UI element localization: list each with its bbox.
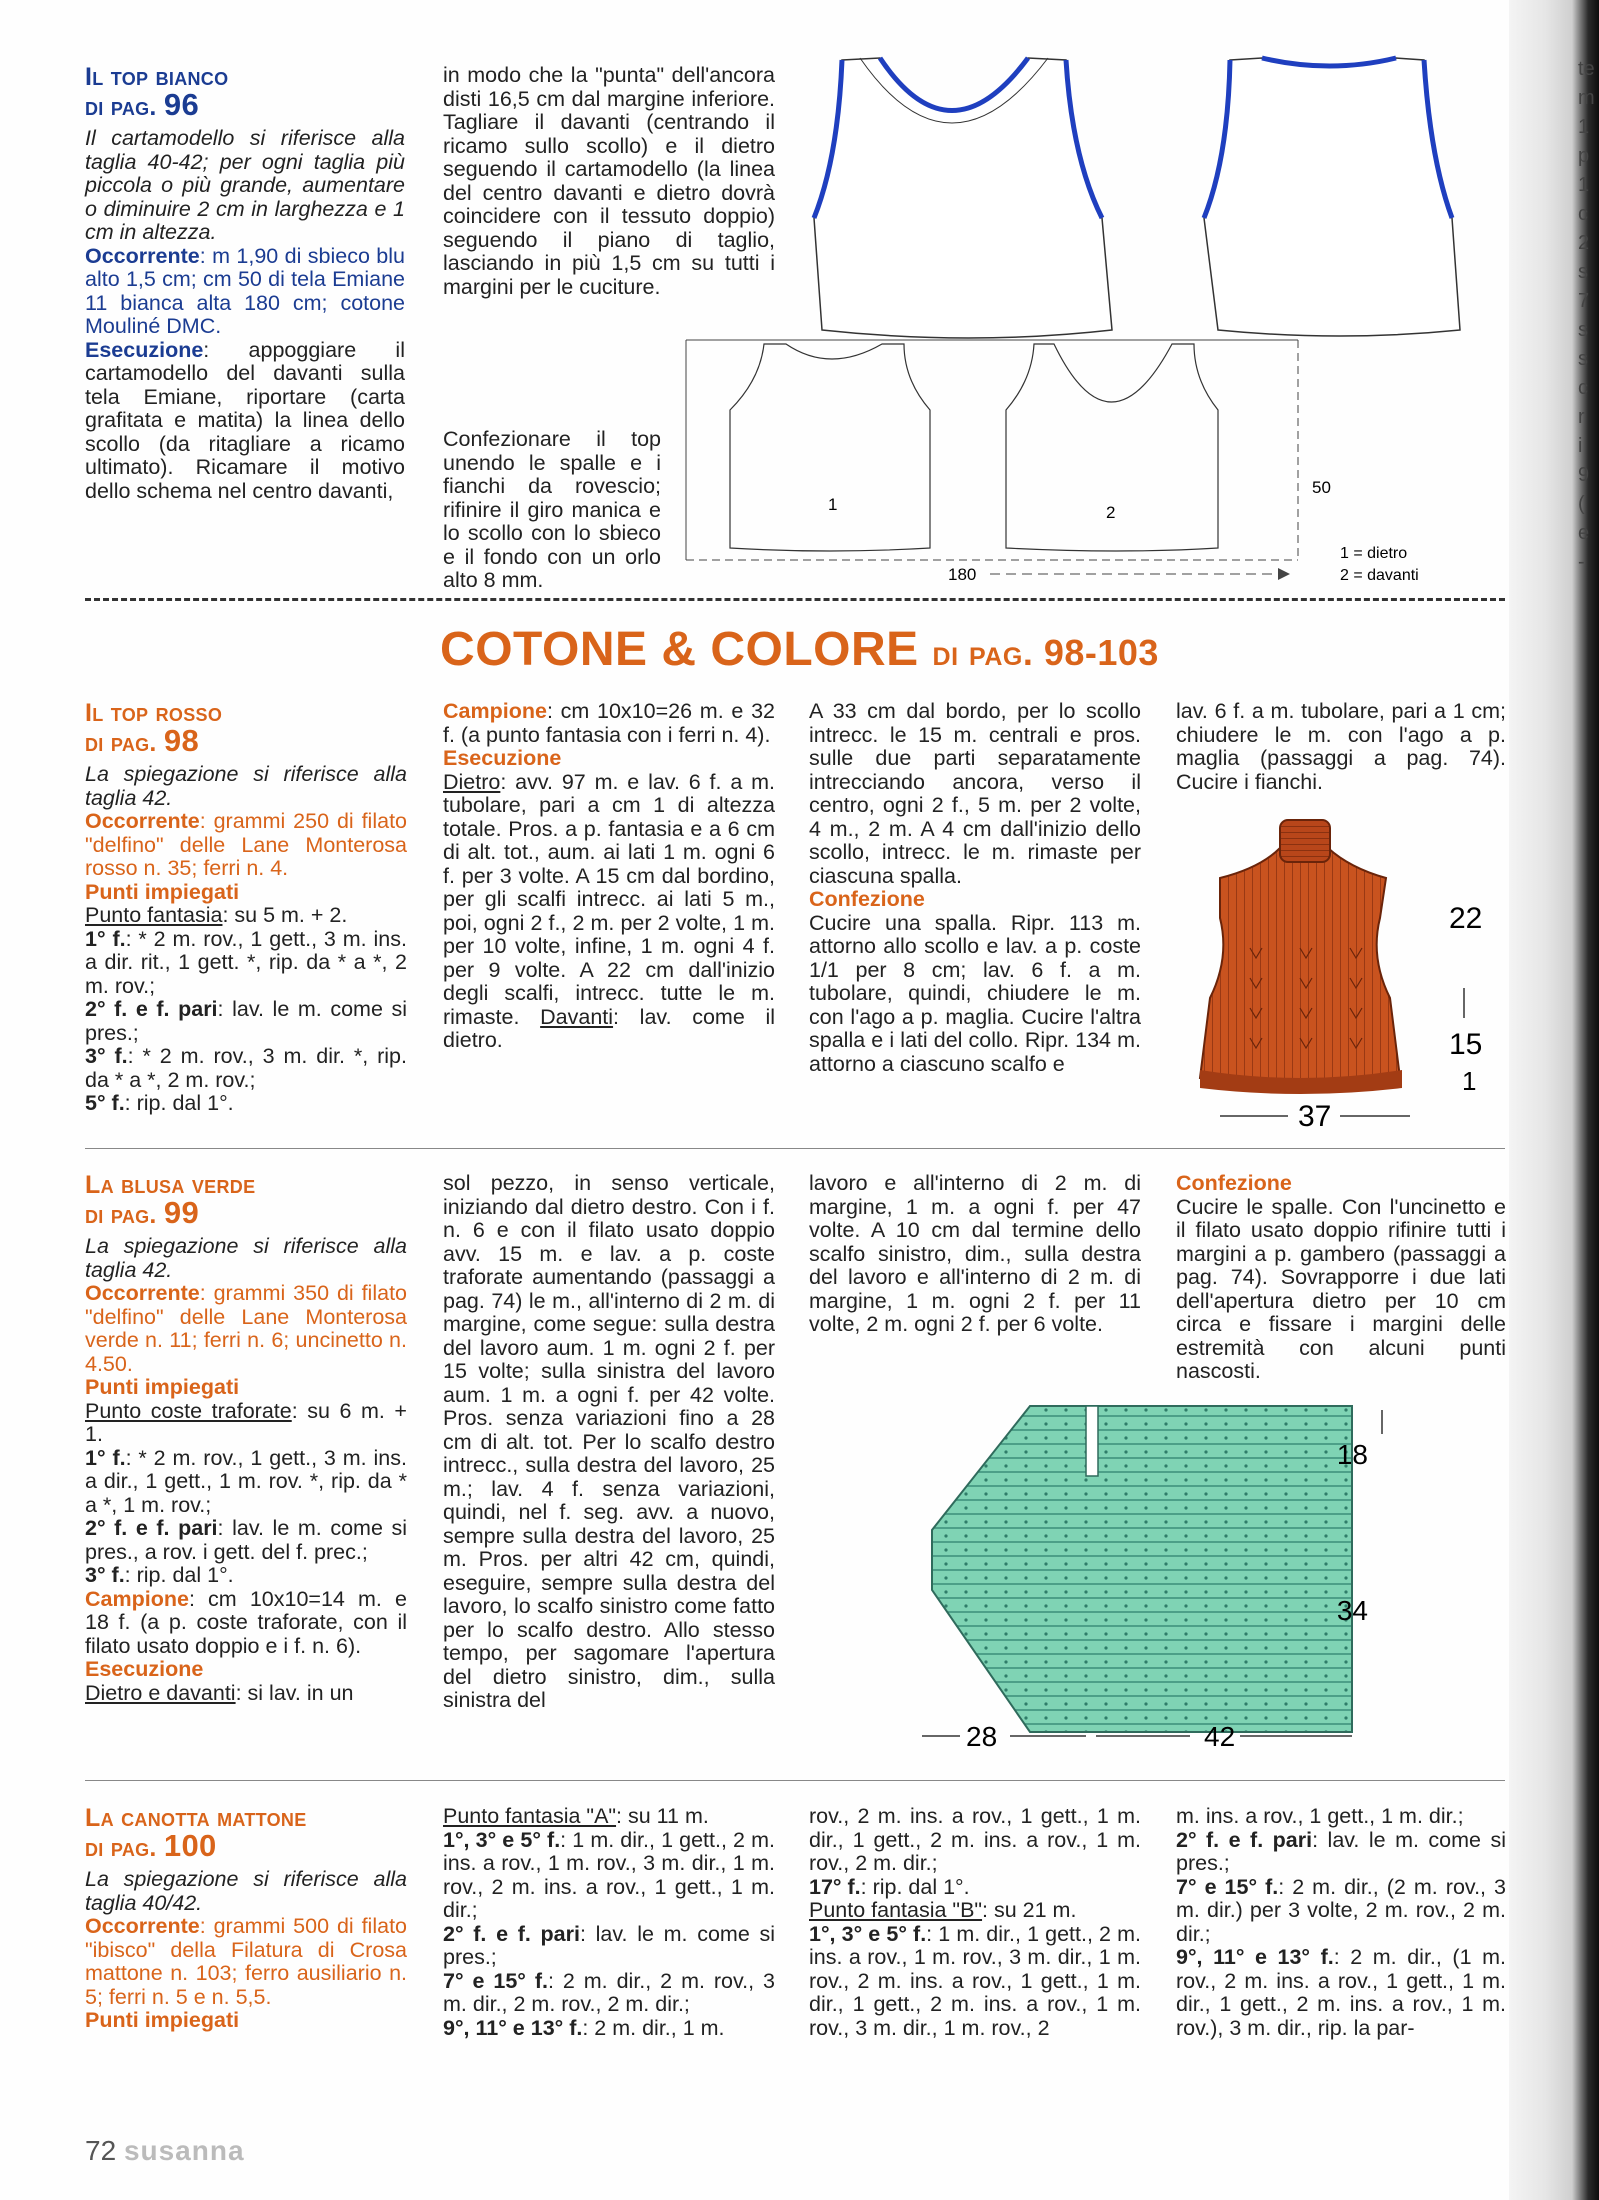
row3-label: 3° f.: [85, 1044, 128, 1068]
esecuzione-end: lavoro e all'interno di 2 m. di margine, 1 m. a ogni f. per 47 volte. A 10 cm dal termine dello scalfo sinistro, dim., sulla destra del lavoro e all'interno di 2 m. di margine, 1 m. ogni 2 f. per 11 volte, 2 m. ogni 2 f. per 6 volte.: [809, 1171, 1141, 1336]
piece-1-label: 1: [828, 495, 838, 514]
punti-label: Punti impiegati: [85, 1375, 240, 1399]
punto-rest: : su 5 m. + 2.: [222, 903, 348, 927]
row2-text: : lav. le m. come si pres., a rov. i gett. del f. prec.;: [85, 1516, 408, 1564]
title-line1: La canotta mattone: [85, 1804, 307, 1832]
occorrente-label: Occorrente: [85, 1281, 200, 1305]
pa-row1-label: 1°, 3° e 5° f.: [443, 1827, 561, 1852]
pa-row17-text: : rip. dal 1°.: [860, 1874, 970, 1899]
measure-34: 34: [1336, 1595, 1368, 1626]
row1-label: 1° f.: [85, 926, 126, 951]
row5-label: 5° f.: [85, 1091, 125, 1115]
row1-text: : * 2 m. rov., 1 gett., 3 m. ins. a dir., 1 gett., 1 m. rov. *, rip. da * a *, 1 m. rov.;: [85, 1445, 407, 1517]
canotta-col1: [85, 1805, 407, 2033]
pa-row9-continued: rov., 2 m. ins. a rov., 1 gett., 1 m. dir., 1 gett., 2 m. ins. a rov., 1 m. rov., 2 m. dir.;: [809, 1804, 1141, 1875]
top-bianco-illustration: [800, 48, 1500, 588]
campione-text: : cm 10x10=26 m. e 32 f. (a punto fantasia con i ferri n. 4).: [443, 699, 775, 747]
title-line2: di pag.: [85, 1201, 157, 1229]
row2-label: 2° f. e f. pari: [85, 1516, 218, 1540]
confezione-text: Cucire una spalla. Ripr. 113 m. attorno allo scollo e lav. a p. coste 1/1 per 8 cm; lav. 6 f. a m. tubolare, quindi, chiudere le m. con l'ago a p. maglia. Cucire l'altra spalla e i lati del collo. Ripr. 134 m. attorno a ciascuno scalfo e: [809, 910, 1141, 1076]
punto-a-rest: : su 11 m.: [616, 1804, 709, 1828]
legend-dietro: 1 = dietro: [1340, 545, 1408, 562]
measure-37: 37: [1298, 1100, 1332, 1133]
size-note: La spiegazione si riferisce alla taglia 42.: [85, 1234, 407, 1282]
title-line1: Il top bianco: [85, 63, 229, 91]
top-bianco-title: [85, 64, 405, 121]
pa-row2-text: : lav. le m. come si pres.;: [443, 1921, 775, 1969]
canotta-col2: [443, 1805, 775, 2040]
confezione-text: Cucire le spalle. Con l'uncinetto e il filato usato doppio rifinire tutti i margini a p. gambero (passaggi a pag. 74). Sovrapporre i due lati dell'apertura dietro per 10 cm circa e fissare i margini delle estremità con alcuni punti nascosti.: [1176, 1194, 1506, 1383]
scollo-text: A 33 cm dal bordo, per lo scollo intrecc. le 15 m. centrali e pros. sulle due parti separatamente intrecciando ancora, verso il centro, ogni 2 f., 5 m. per 2 volte, 4 m., 2 m. A 4 cm dall'inizio dello scollo, intrecc. le m. rimaste per ciascuna spalla.: [809, 699, 1141, 888]
row2-label: 2° f. e f. pari: [85, 997, 218, 1021]
legend-davanti: 2 = davanti: [1340, 567, 1419, 584]
pa-row7-label: 7° e 15° f.: [443, 1968, 548, 1993]
confezione-label: Confezione: [809, 887, 925, 911]
pa-row9-text: : 2 m. dir., 1 m.: [582, 2015, 725, 2040]
pb-row2-label: 2° f. e f. pari: [1176, 1827, 1313, 1852]
row1-label: 1° f.: [85, 1445, 126, 1470]
pa-row2-label: 2° f. e f. pari: [443, 1921, 580, 1946]
davanti-label: Davanti: [540, 1004, 614, 1029]
blusa-verde-col2: [443, 1172, 775, 1713]
blusa-verde-col3: [809, 1172, 1141, 1337]
campione-label: Campione: [85, 1586, 189, 1611]
occorrente-label: Occorrente: [85, 1914, 200, 1938]
canotta-col4: [1176, 1805, 1506, 2040]
title-page-number: 96: [163, 87, 200, 122]
row3-text: : * 2 m. rov., 3 m. dir. *, rip. da * a *, 2 m. rov.;: [85, 1044, 407, 1092]
canotta-title: [85, 1805, 407, 1862]
measure-18: 18: [1336, 1439, 1368, 1470]
piece-2-label: 2: [1106, 503, 1116, 522]
pb-row1-text: : 1 m. dir., 1 gett., 2 m. ins. a rov., 1 m. rov., 3 m. dir., 1 m. rov., 2 m. ins. a rov., 1 gett., 1 m. dir., 1 gett., 2 m. ins. a rov., 1 m. rov., 3 m. dir., 1 m. rov., 2: [809, 1921, 1142, 2040]
tank-back-sketch: [1204, 58, 1460, 336]
page-footer: [85, 2135, 245, 2167]
fabric-height-label: 50: [1312, 478, 1331, 497]
esecuzione-continued: in modo che la "punta" dell'ancora disti 16,5 cm dal margine inferiore. Tagliare il davanti (centrando il ricamo sullo scollo) e il dietro seguendo il cartamodello (la linea del centro davanti e dietro dovrà coincidere con il tessuto doppio) seguendo il piano di taglio, lasciando in più 1,5 cm su tutti i margini per le cuciture.: [443, 63, 775, 299]
occorrente-label: Occorrente: [85, 243, 200, 268]
punti-label: Punti impiegati: [85, 2008, 240, 2032]
pb-row7-text: : 2 m. dir., (2 m. rov., 3 m. dir.) per 3 volte, 2 m. rov., 2 m. dir.;: [1176, 1874, 1506, 1946]
page-number: 72: [85, 2135, 117, 2166]
punto-b-rest: : su 21 m.: [982, 1898, 1077, 1922]
top-rosso-col3: [809, 700, 1141, 1076]
measure-28: 28: [966, 1721, 998, 1752]
top-rosso-illustration: [1180, 808, 1510, 1140]
divider-1: [85, 1148, 1505, 1149]
title-page-number: 98: [163, 723, 200, 758]
top-bianco-col1: [85, 64, 405, 503]
pb-row2-text: : lav. le m. come si pres.;: [1176, 1827, 1506, 1875]
dietro-davanti-text: : si lav. in un: [235, 1680, 354, 1705]
title-line1: Il top rosso: [85, 699, 223, 727]
canotta-col3: [809, 1805, 1141, 2040]
top-rosso-col2: [443, 700, 775, 1053]
pb-row7-label: 7° e 15° f.: [1176, 1874, 1279, 1899]
occorrente-text: : grammi 250 di filato "delfino" delle Lane Monterosa rosso n. 35; ferri n. 4.: [85, 809, 407, 880]
row2-text: : lav. le m. come si pres.;: [85, 997, 408, 1045]
title-line2: di pag.: [85, 1834, 157, 1862]
blusa-verde-col1: [85, 1172, 407, 1705]
occorrente-label: Occorrente: [85, 809, 200, 833]
top-rosso-title: [85, 700, 407, 757]
dietro-label: Dietro: [443, 769, 501, 794]
next-page-edge-text: te m 1 p 1 c 2 s 7 s s c r i 9 ( e -: [1578, 58, 1595, 573]
punto-rest: : su 6 m. + 1.: [85, 1398, 407, 1446]
campione-label: Campione: [443, 699, 547, 723]
pb-row1-label: 1°, 3° e 5° f.: [809, 1921, 927, 1946]
measure-1: 1: [1462, 1066, 1477, 1096]
confezione-continued: lav. 6 f. a m. tubolare, pari a 1 cm; chiudere le m. con l'ago a p. maglia (passaggi a pag. 74). Cucire i fianchi.: [1176, 699, 1506, 794]
divider-2: [85, 1780, 1505, 1781]
blusa-verde-col4: [1176, 1172, 1506, 1384]
measure-15: 15: [1449, 1028, 1483, 1061]
esecuzione-label: Esecuzione: [85, 1657, 204, 1681]
size-note: La spiegazione si riferisce alla taglia 40/42.: [85, 1867, 407, 1915]
section-divider: [85, 598, 1505, 601]
row1-text: : * 2 m. rov., 1 gett., 3 m. ins. a dir. rit., 1 gett. *, rip. da * a *, 2 m. rov.;: [85, 926, 407, 998]
davanti-text: : lav. come il dietro.: [443, 1004, 775, 1052]
punti-label: Punti impiegati: [85, 879, 240, 904]
dietro-davanti-label: Dietro e davanti: [85, 1680, 236, 1705]
dietro-text: : avv. 97 m. e lav. 6 f. a m. tubolare, pari a cm 1 di altezza totale. Pros. a p. fantasia e a 6 cm di alt. tot., aum. ai lati 1 m. ogni 6 f. per 3 volte. A 15 cm dal bordino, per gli scalfi intrecc. ai lati 5 m., poi, ogni 2 f., 2 m. per 2 volte, 1 m. per 10 volte, infine, 1 m. ogni 4 f. per 9 volte. A 22 cm dall'inizio degli scalfi, intrecc. tutte le m. rimaste.: [443, 769, 775, 1029]
title-page-number: 99: [163, 1195, 200, 1230]
blusa-verde-illustration: [900, 1390, 1370, 1760]
pa-row7-text: : 2 m. dir., 2 m. rov., 3 m. dir., 2 m. rov., 2 m. dir.;: [443, 1968, 775, 2016]
title-line2: di pag.: [85, 729, 157, 757]
punto-name: Punto fantasia: [85, 903, 223, 927]
row5-text: : rip. dal 1°.: [124, 1091, 234, 1115]
banner-suffix: di pag. 98-103: [932, 632, 1159, 673]
banner-main: COTONE & COLORE: [440, 623, 919, 676]
esecuzione-label: Esecuzione: [443, 746, 562, 770]
top-rosso-col1: [85, 700, 407, 1116]
row3-label: 3° f.: [85, 1563, 125, 1587]
cutting-plan: [686, 340, 1419, 584]
pb-row9-label: 9°, 11° e 13° f.: [1176, 1945, 1334, 1969]
campione-text: : cm 10x10=14 m. e 18 f. (a p. coste traforate, con il filato usato doppio e i f. n. 6).: [85, 1586, 407, 1658]
occorrente-text: : m 1,90 di sbieco blu alto 1,5 cm; cm 50 di tela Emiane 11 bianca alta 180 cm; cotone Mouliné DMC.: [85, 243, 405, 338]
confezione-text: Confezionare il top unendo le spalle e i fianchi da rovescio; rifinire il giro manica e lo scollo con lo sbieco e il fondo con un orlo alto 8 mm.: [443, 427, 661, 592]
punto-a-name: Punto fantasia "A": [443, 1804, 617, 1828]
esecuzione-text: : appoggiare il cartamodello del davanti sulla tela Emiane, riportare (carta grafitata e matita) la linea dello scollo (da ritagliare a ricamo ultimato). Ricamare il motivo dello schema nel centro davanti,: [85, 337, 405, 503]
row3-text: : rip. dal 1°.: [124, 1563, 234, 1587]
confezione-label: Confezione: [1176, 1171, 1292, 1195]
tank-front-sketch: [814, 58, 1112, 338]
title-line1: La blusa verde: [85, 1171, 256, 1199]
top-rosso-col4: [1176, 700, 1506, 794]
fabric-width-label: 180: [948, 565, 977, 584]
section-banner: [0, 622, 1599, 677]
title-line2: di pag.: [85, 93, 157, 121]
punto-name: Punto coste traforate: [85, 1398, 292, 1423]
magazine-name: susanna: [123, 2135, 245, 2166]
measure-22: 22: [1449, 902, 1483, 935]
top-bianco-col2-narrow: [443, 428, 661, 593]
pa-row9-label: 9°, 11° e 13° f.: [443, 2015, 583, 2040]
occorrente-text: : grammi 500 di filato "ibisco" della Filatura di Crosa mattone n. 103; ferro ausiliario n. 5; ferri n. 5 e n. 5,5.: [85, 1914, 407, 2009]
blusa-verde-title: [85, 1172, 407, 1229]
esecuzione-label: Esecuzione: [85, 337, 204, 362]
title-page-number: 100: [163, 1828, 217, 1863]
pb-row1-continued: m. ins. a rov., 1 gett., 1 m. dir.;: [1176, 1804, 1464, 1828]
punto-b-name: Punto fantasia "B": [809, 1898, 983, 1922]
size-note: La spiegazione si riferisce alla taglia 42.: [85, 762, 407, 810]
pa-row1-text: : 1 m. dir., 1 gett., 2 m. ins. a rov., 1 m. rov., 3 m. dir., 1 m. rov., 2 m. ins. a rov., 1 gett., 1 m. dir.;: [443, 1827, 776, 1922]
occorrente-text: : grammi 350 di filato "delfino" delle Lane Monterosa verde n. 11; ferri n. 6; uncinetto n. 4.50.: [85, 1281, 407, 1376]
measure-42: 42: [1204, 1721, 1236, 1752]
pa-row17-label: 17° f.: [809, 1874, 861, 1899]
pb-row9-text: : 2 m. dir., (1 m. rov., 2 m. ins. a rov., 1 gett., 1 m. dir., 1 gett., 2 m. ins. a rov., 1 m. rov.), 3 m. dir., rip. la par-: [1176, 1945, 1506, 2040]
esecuzione-continued: sol pezzo, in senso verticale, iniziando dal dietro destro. Con i f. n. 6 e con il filato usato doppio avv. 15 m. e lav. a p. coste traforate aumentando (passaggi a pag. 74) le m., all'interno di 2 m. di margine, come segue: sulla destra del lavoro aum. 1 m. ogni 2 f. per 15 volte; sulla sinistra del lavoro aum. 1 m. a ogni f. per 42 volte. Pros. senza variazioni fino a 28 cm di alt. tot. Per lo scalfo destro intrecc., sulla destra del lavoro, 25 m.; lav. 4 f. senza variazioni, quindi, nel f. seg. avv. a nuovo, sempre sulla destra del lavoro, 25 m. Pros. per altri 42 cm, quindi, eseguire, sempre sulla destra del lavoro, lo scalfo sinistro come fatto per lo scalfo destro. Allo stesso tempo, per sagomare l'apertura del dietro sinistro, dim., sulla sinistra del: [443, 1171, 775, 1712]
top-bianco-col2: [443, 64, 775, 299]
size-note: Il cartamodello si riferisce alla taglia 40-42; per ogni taglia più piccola o più grande, aumentare o diminuire 2 cm in larghezza e 1 cm in altezza.: [85, 126, 405, 244]
